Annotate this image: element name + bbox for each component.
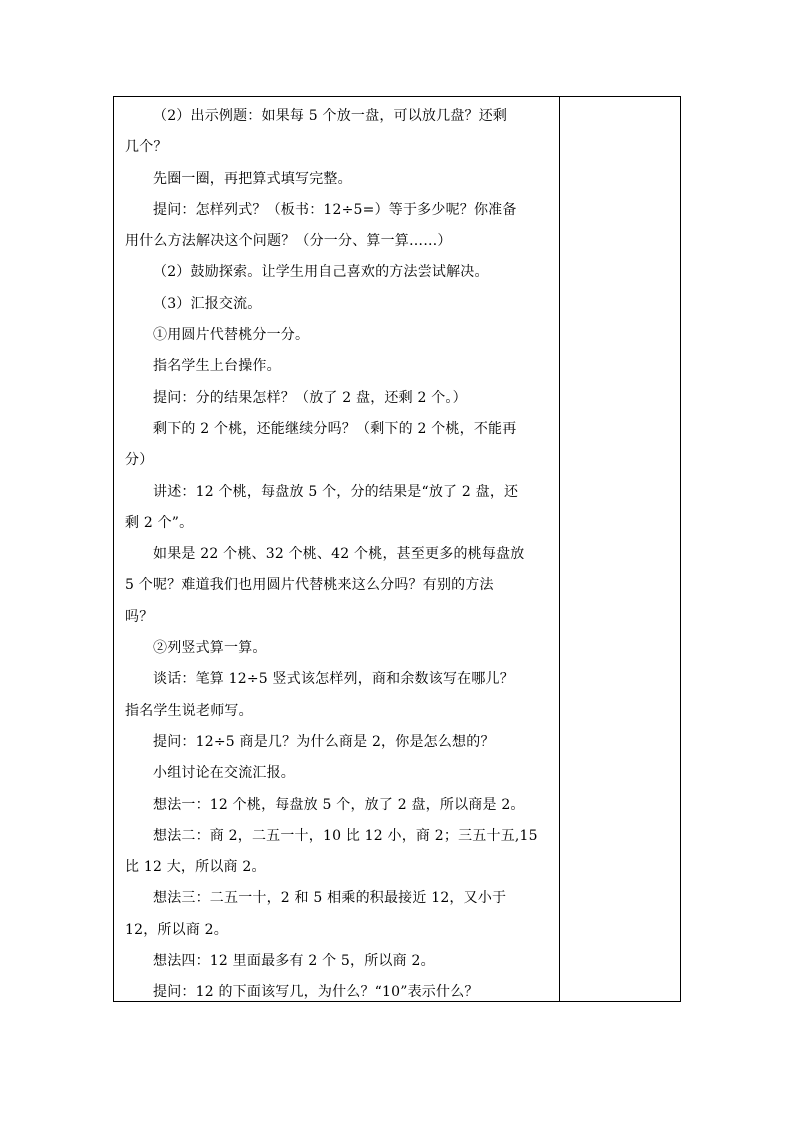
lesson-table [113, 96, 681, 1002]
lesson-line: （2）出示例题：如果每 5 个放一盘，可以放几盘？还剩 [153, 108, 508, 124]
lesson-line: 如果是 22 个桃、32 个桃、42 个桃，甚至更多的桃每盘放 [153, 546, 525, 563]
lesson-line: 比 12 大，所以商 2。 [125, 859, 266, 876]
lesson-line: （3）汇报交流。 [153, 295, 262, 312]
lesson-line: （2）鼓励探索。让学生用自己喜欢的方法尝试解决。 [153, 264, 489, 281]
lesson-line: 剩下的 2 个桃，还能继续分吗？（剩下的 2 个桃，不能再 [153, 420, 517, 437]
lesson-line: 剩 2 个”。 [125, 514, 194, 531]
lesson-line: 想法二：商 2，二五一十，10 比 12 小，商 2；三五十五,15 [153, 827, 538, 844]
lesson-line: 小组讨论在交流汇报。 [153, 765, 295, 782]
lesson-line: 想法四：12 里面最多有 2 个 5，所以商 2。 [153, 953, 435, 970]
lesson-line: 指名学生说老师写。 [125, 702, 253, 719]
lesson-line: 用什么方法解决这个问题？（分一分、算一算……） [125, 233, 452, 250]
lesson-line: 几个？ [125, 139, 168, 156]
lesson-content-cell [114, 97, 559, 1001]
lesson-line: 分） [125, 452, 154, 469]
lesson-line: ①用圆片代替桃分一分。 [153, 327, 310, 344]
lesson-line: 想法三：二五一十，2 和 5 相乘的积最接近 12，又小于 [153, 890, 507, 907]
lesson-line: 提问：12÷5 商是几？为什么商是 2，你是怎么想的？ [153, 733, 495, 750]
lesson-line: 提问：怎样列式？（板书：12÷5=）等于多少呢？你准备 [153, 201, 517, 218]
lesson-line: 谈话：笔算 12÷5 竖式该怎样列，商和余数该写在哪儿？ [153, 671, 514, 688]
lesson-line: 提问：12 的下面该写几，为什么？“10”表示什么？ [153, 984, 479, 1001]
lesson-line: 5 个呢？难道我们也用圆片代替桃来这么分吗？有别的方法 [125, 577, 494, 594]
lesson-line: 先圈一圈，再把算式填写完整。 [153, 170, 352, 187]
lesson-line: 提问：分的结果怎样？（放了 2 盘，还剩 2 个。） [153, 389, 467, 406]
lesson-line: ②列竖式算一算。 [153, 640, 267, 657]
notes-cell [560, 97, 680, 1001]
lesson-line: 指名学生上台操作。 [153, 358, 281, 375]
lesson-line: 12，所以商 2。 [125, 921, 228, 938]
lesson-line: 想法一：12 个桃，每盘放 5 个，放了 2 盘，所以商是 2。 [153, 796, 525, 813]
lesson-line: 讲述：12 个桃，每盘放 5 个，分的结果是“放了 2 盘，还 [153, 483, 519, 500]
lesson-line: 吗？ [125, 608, 154, 625]
